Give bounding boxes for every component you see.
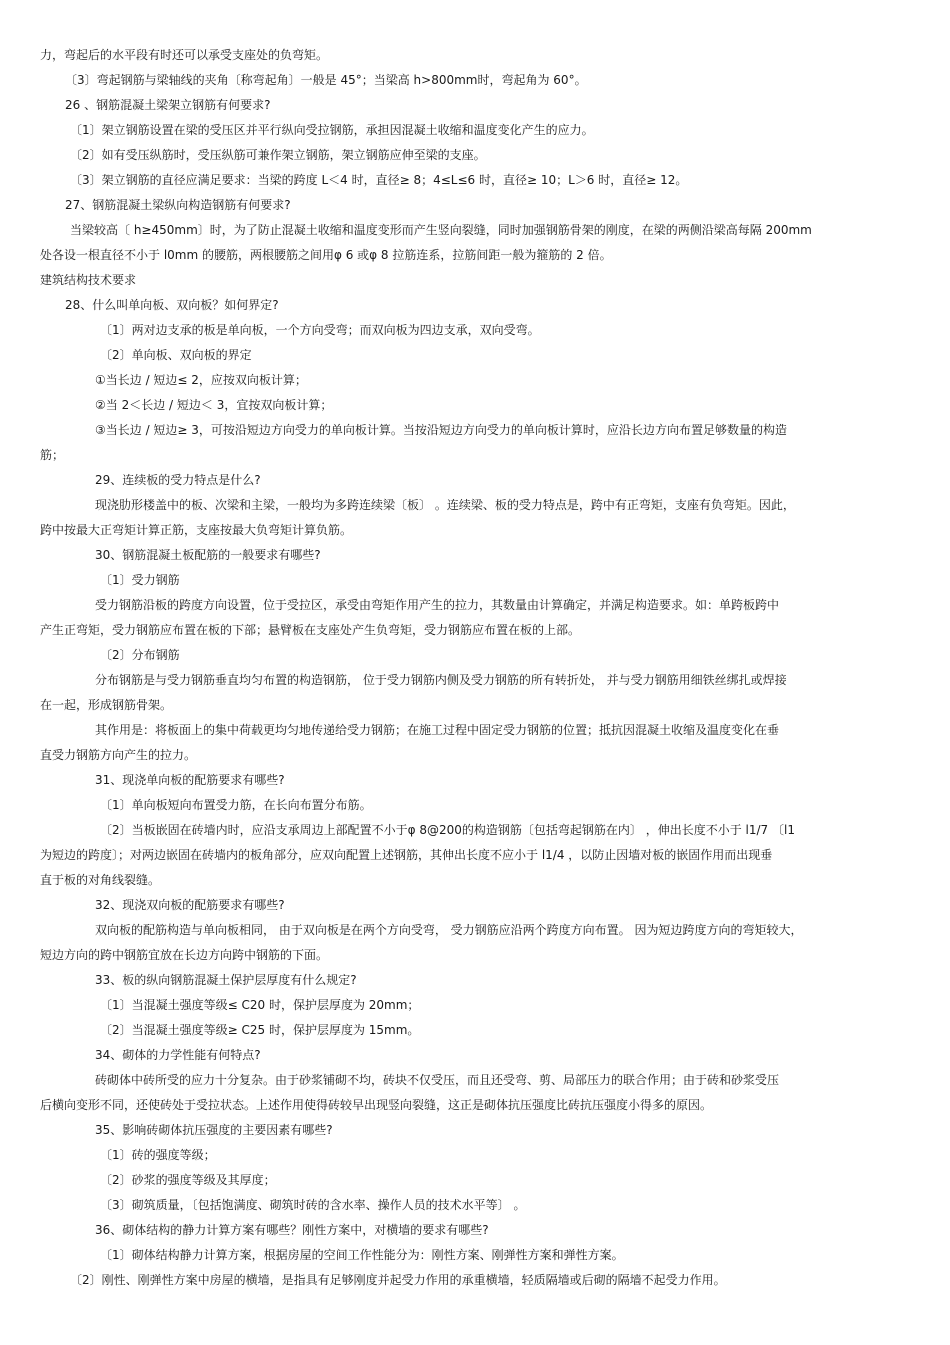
text-line: 〔2〕当混凝土强度等级≥ C25 时，保护层厚度为 15mm。 (100, 1023, 420, 1037)
text-line: 后横向变形不同，还使砖处于受拉状态。上述作用使得砖较早出现竖向裂缝，这正是砌体抗压强度比砖抗压强度小得多的原因。 (40, 1098, 713, 1112)
text-line: 力，弯起后的水平段有时还可以承受支座处的负弯矩。 (40, 48, 329, 62)
text-line: 跨中按最大正弯矩计算正筋，支座按最大负弯矩计算负筋。 (40, 523, 353, 537)
text-line: 双向板的配筋构造与单向板相同， 由于双向板是在两个方向受弯， 受力钢筋应沿两个跨度方向布置。 因为短边跨度方向的弯矩较大， (95, 923, 803, 937)
text-line: 〔2〕刚性、刚弹性方案中房屋的横墙，是指具有足够刚度并起受力作用的承重横墙，轻质隔墙或后砌的隔墙不起受力作用。 (70, 1273, 726, 1287)
text-line: 受力钢筋沿板的跨度方向设置，位于受拉区，承受由弯矩作用产生的拉力，其数量由计算确定，并满足构造要求。如：单跨板跨中 (95, 598, 780, 612)
text-line: 其作用是：将板面上的集中荷载更均匀地传递给受力钢筋；在施工过程中固定受力钢筋的位置；抵抗因混凝土收缩及温度变化在垂 (95, 723, 780, 737)
text-line: 〔1〕受力钢筋 (100, 573, 180, 587)
text-line: 〔1〕当混凝土强度等级≤ C20 时，保护层厚度为 20mm； (100, 998, 420, 1012)
text-line: 〔2〕如有受压纵筋时，受压纵筋可兼作架立钢筋，架立钢筋应伸至梁的支座。 (70, 148, 486, 162)
text-line: 处各设一根直径不小于 l0mm 的腰筋，两根腰筋之间用φ 6 或φ 8 拉筋连系，拉筋间距一般为箍筋的 2 倍。 (40, 248, 612, 262)
text-line: 直受力钢筋方向产生的拉力。 (40, 748, 197, 762)
text-line: 26 、钢筋混凝土梁架立钢筋有何要求? (65, 98, 271, 112)
text-line: 在一起，形成钢筋骨架。 (40, 698, 173, 712)
text-line: 〔1〕架立钢筋设置在梁的受压区并平行纵向受拉钢筋，承担因混凝土收缩和温度变化产生的应力。 (70, 123, 594, 137)
text-line: 32、现浇双向板的配筋要求有哪些? (95, 898, 285, 912)
text-line: 30、钢筋混凝土板配筋的一般要求有哪些? (95, 548, 321, 562)
text-line: 〔3〕砌筑质量，〔包括饱满度、砌筑时砖的含水率、操作人员的技术水平等〕 。 (100, 1198, 526, 1212)
text-line: 直于板的对角线裂缝。 (40, 873, 161, 887)
text-line: 建筑结构技术要求 (40, 273, 137, 287)
text-line: ①当长边 / 短边≤ 2，应按双向板计算； (95, 373, 307, 387)
text-line: 现浇肋形楼盖中的板、次梁和主梁，一般均为多跨连续梁〔板〕 。连续梁、板的受力特点是，跨中有正弯矩，支座有负弯矩。因此， (95, 498, 795, 512)
text-line: 产生正弯矩，受力钢筋应布置在板的下部；悬臂板在支座处产生负弯矩，受力钢筋应布置在板的上部。 (40, 623, 581, 637)
text-line: 当梁较高〔 h≥450mm〕时，为了防止混凝土收缩和温度变形而产生竖向裂缝，同时加强钢筋骨架的刚度，在梁的两侧沿梁高每隔 200mm (70, 223, 812, 237)
text-line: 33、板的纵向钢筋混凝土保护层厚度有什么规定? (95, 973, 357, 987)
text-line: 27、钢筋混凝土梁纵向构造钢筋有何要求? (65, 198, 291, 212)
text-line: 28、什么叫单向板、双向板？如何界定? (65, 298, 279, 312)
text-line: 35、影响砖砌体抗压强度的主要因素有哪些? (95, 1123, 333, 1137)
text-line: 34、砌体的力学性能有何特点? (95, 1048, 261, 1062)
text-line: 〔2〕分布钢筋 (100, 648, 180, 662)
text-line: 分布钢筋是与受力钢筋垂直均匀布置的构造钢筋， 位于受力钢筋内侧及受力钢筋的所有转折处， 并与受力钢筋用细铁丝绑扎或焊接 (95, 673, 787, 687)
text-line: 〔1〕单向板短向布置受力筋，在长向布置分布筋。 (100, 798, 372, 812)
text-line: 筋； (40, 448, 65, 462)
text-line: ③当长边 / 短边≥ 3，可按沿短边方向受力的单向板计算。当按沿短边方向受力的单向板计算时，应沿长边方向布置足够数量的构造 (95, 423, 787, 437)
text-line: 29、连续板的受力特点是什么? (95, 473, 261, 487)
text-line: 〔1〕两对边支承的板是单向板，一个方向受弯；而双向板为四边支承，双向受弯。 (100, 323, 540, 337)
text-line: 砖砌体中砖所受的应力十分复杂。由于砂浆铺砌不均，砖块不仅受压，而且还受弯、剪、局部压力的联合作用；由于砖和砂浆受压 (95, 1073, 780, 1087)
text-line: 〔1〕砌体结构静力计算方案，根据房屋的空间工作性能分为：刚性方案、刚弹性方案和弹性方案。 (100, 1248, 624, 1262)
text-line: ②当 2＜长边 / 短边＜ 3，宜按双向板计算； (95, 398, 333, 412)
text-line: 36、砌体结构的静力计算方案有哪些？刚性方案中，对横墙的要求有哪些? (95, 1223, 489, 1237)
text-line: 〔3〕架立钢筋的直径应满足要求：当梁的跨度 L＜4 时，直径≥ 8；4≤L≤6 时，直径≥ 10；L＞6 时，直径≥ 12。 (70, 173, 688, 187)
text-line: 〔2〕单向板、双向板的界定 (100, 348, 252, 362)
text-line: 〔2〕当板嵌固在砖墙内时，应沿支承周边上部配置不小于φ 8@200的构造钢筋〔包括弯起钢筋在内〕 ，伸出长度不小于 l1/7 〔l1 (100, 823, 795, 837)
text-line: 31、现浇单向板的配筋要求有哪些? (95, 773, 285, 787)
text-line: 短边方向的跨中钢筋宜放在长边方向跨中钢筋的下面。 (40, 948, 329, 962)
text-line: 为短边的跨度〕；对两边嵌固在砖墙内的板角部分，应双向配置上述钢筋，其伸出长度不应小于 l1/4 ，以防止因墙对板的嵌固作用而出现垂 (40, 848, 773, 862)
text-line: 〔2〕砂浆的强度等级及其厚度； (100, 1173, 276, 1187)
text-line: 〔1〕砖的强度等级； (100, 1148, 216, 1162)
text-line: 〔3〕弯起钢筋与梁轴线的夹角〔称弯起角〕一般是 45°；当梁高 h>800mm时，弯起角为 60°。 (65, 73, 587, 87)
